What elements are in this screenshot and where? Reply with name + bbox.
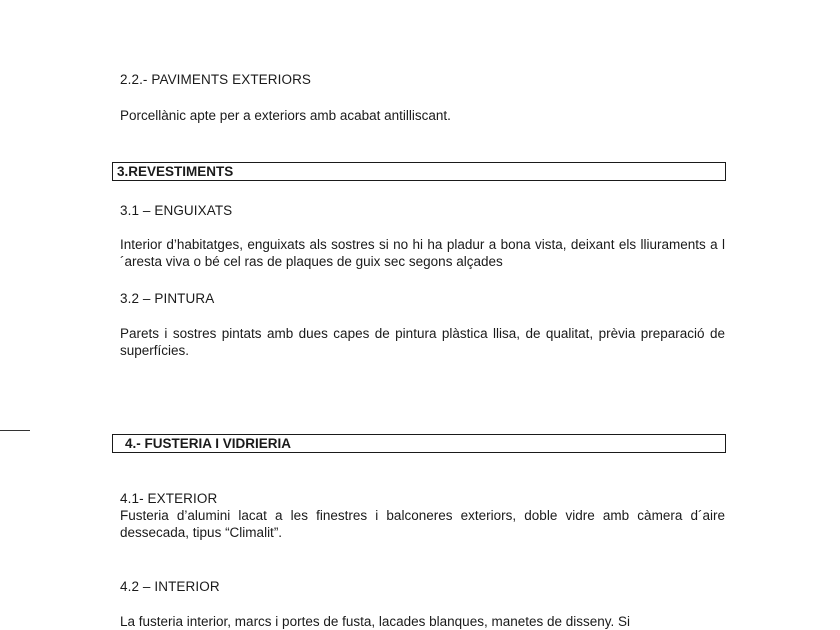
subsection-heading-pintura: 3.2 – PINTURA [120,291,215,306]
subsection-heading-interior: 4.2 – INTERIOR [120,579,220,594]
section-title-revestiments: 3.REVESTIMENTS [112,162,726,181]
paragraph-enguixats: Interior d’habitatges, enguixats als sostres si no hi ha pladur a bona vista, deixant els lliuraments a l´aresta viva o bé cel ras de plaques de guix sec segons alçades [120,237,725,269]
section-heading-paviments-exteriors: 2.2.- PAVIMENTS EXTERIORS [120,72,312,87]
paragraph-paviments-exteriors: Porcellànic apte per a exteriors amb acabat antilliscant. [120,108,451,123]
subsection-heading-exterior: 4.1- EXTERIOR [120,491,218,506]
paragraph-pintura: Parets i sostres pintats amb dues capes de pintura plàstica llisa, de qualitat, prèvia preparació de superfícies. [120,326,725,358]
margin-rule [0,430,30,431]
subsection-heading-enguixats: 3.1 – ENGUIXATS [120,203,233,218]
paragraph-interior: La fusteria interior, marcs i portes de fusta, lacades blanques, manetes de disseny. Si [120,614,631,629]
paragraph-exterior: Fusteria d’alumini lacat a les finestres i balconeres exteriors, doble vidre amb càmera d´aire dessecada, tipus “Climalit”. [120,508,725,540]
section-title-fusteria: 4.- FUSTERIA I VIDRIERIA [112,434,726,453]
